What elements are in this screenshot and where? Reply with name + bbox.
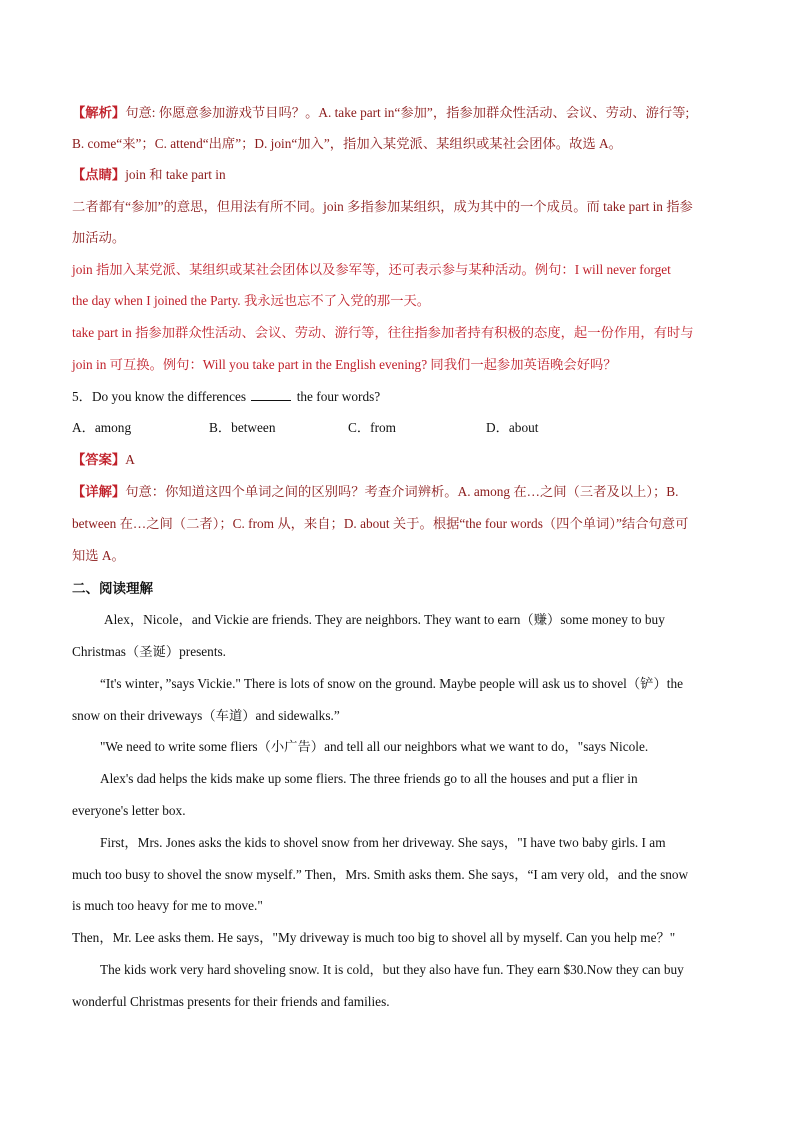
option-d: D．about [486,420,539,435]
q5-answer-line [72,451,135,469]
tip-line-3: join 指加入某党派、某组织或某社会团体以及参军等，还可表示参与某种活动。例句：I will never forget [72,262,671,277]
tip-line-5: take part in 指参加群众性活动、会议、劳动、游行等，往往指参加者持有积极的态度，起一份作用，有时与 [72,325,694,340]
q5-detail-line-2: between 在…之间（二者）；C. from 从，来自；D. about 关于。根据“the four words（四个单词）”结合句意可 [72,516,689,531]
tip-tag: 【点睛】 [72,167,126,182]
passage-line-11: Then，Mr. Lee asks them. He says，"My driveway is much too big to shovel all by myself. Can you help me？" [72,930,676,945]
passage-line-3: “It's winter，”says Vickie." There is lots of snow on the ground. Maybe people will ask us to shovel（铲）the [100,676,684,691]
q5-stem-after: the four words? [296,389,381,404]
option-a: A．among [72,420,132,435]
tip-line-1: 二者都有“参加”的意思，但用法有所不同。join 多指参加某组织，成为其中的一个成员。而 take part in 指参 [72,199,693,214]
q4-analysis-line-2: B. come“来”；C. attend“出席”；D. join“加入”，指加入某党派、某组织或某社会团体。故选 A。 [72,136,622,151]
passage-line-10: is much too heavy for me to move." [72,898,263,913]
tip-line-4: the day when I joined the Party. 我永远也忘不了入党的那一天。 [72,293,431,308]
answer-tag: 【答案】 [72,452,126,467]
passage-line-2: Christmas（圣诞）presents. [72,644,227,659]
passage-line-13: wonderful Christmas presents for their friends and families. [72,994,390,1009]
q4-analysis-line-1 [72,104,689,122]
analysis-text: 句意: 你愿意参加游戏节目吗？。A. take part in“参加”，指参加群众性活动、会议、劳动、游行等; [125,105,690,120]
passage-line-8: First，Mrs. Jones asks the kids to shovel snow from her driveway. She says，"I have two baby girls. I am [100,835,666,850]
q5-detail-line-1 [72,483,678,501]
tip-line-2: 加活动。 [72,230,126,245]
passage-line-7: everyone's letter box. [72,803,186,818]
tip-title: join 和 take part in [125,167,226,182]
tip-line-6: join in 可互换。例句：Will you take part in the English evening? 同我们一起参加英语晚会好吗？ [72,357,617,372]
detail-tag: 【详解】 [72,484,126,499]
q4-tip-title-line [72,166,226,184]
answer-value: A [125,452,135,467]
q5-detail-line-3: 知选 A。 [72,548,125,563]
passage-line-9: much too busy to shovel the snow myself.” Then，Mrs. Smith asks them. She says，“I am very old，and the snow [72,867,689,882]
q5-stem-before: 5．Do you know the differences [72,389,247,404]
passage-line-5: "We need to write some fliers（小广告）and tell all our neighbors what we want to do，"says Nicole. [100,739,649,754]
passage-line-4: snow on their driveways（车道）and sidewalks.” [72,708,340,723]
detail-text: 句意：你知道这四个单词之间的区别吗？考查介词辨析。A. among 在…之间（三者及以上）；B. [125,484,679,499]
passage-line-12: The kids work very hard shoveling snow. It is cold，but they also have fun. They earn $30.Now they can buy [100,962,684,977]
analysis-tag: 【解析】 [72,105,126,120]
answer-blank [251,388,291,401]
option-b: B．between [209,420,276,435]
section-heading: 二、阅读理解 [72,581,153,596]
passage-line-6: Alex's dad helps the kids make up some fliers. The three friends go to all the houses and put a flier in [100,771,638,786]
passage-line-1: Alex，Nicole，and Vickie are friends. They are neighbors. They want to earn（赚）some money to buy [104,612,665,627]
option-c: C．from [348,420,397,435]
q5-stem [72,388,380,406]
